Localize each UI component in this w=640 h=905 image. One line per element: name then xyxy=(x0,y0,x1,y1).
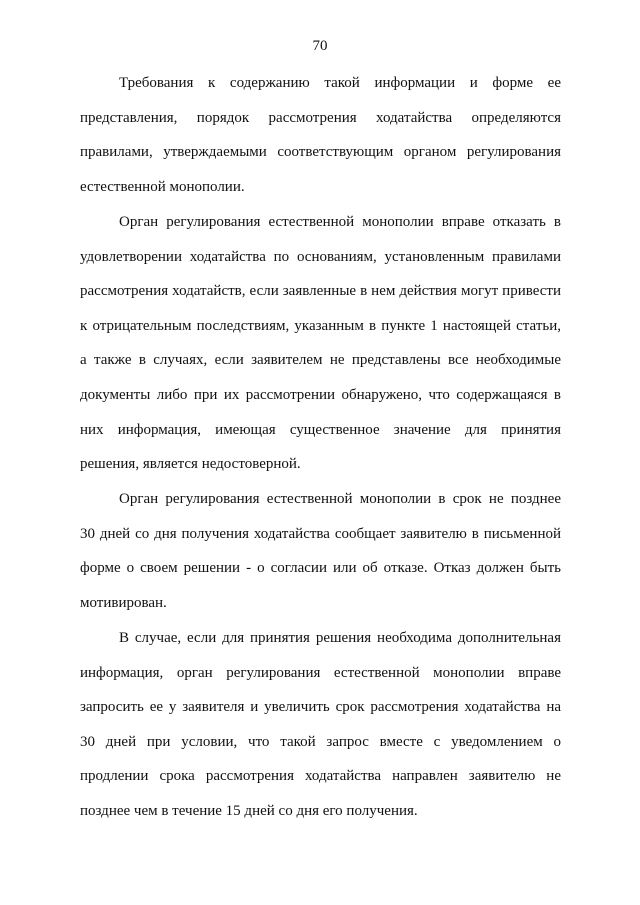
paragraph-2 xyxy=(80,205,561,482)
paragraph-line: документы либо при их рассмотрении обнаружено, что содержащаяся в xyxy=(80,386,561,403)
paragraph-4 xyxy=(80,621,561,829)
paragraph-line: решения, является недостоверной. xyxy=(80,456,301,473)
paragraph-1 xyxy=(80,66,561,204)
paragraph-line: представления, порядок рассмотрения ходатайства определяются xyxy=(80,109,561,126)
paragraph-line: Орган регулирования естественной монополии в срок не позднее xyxy=(119,491,561,507)
paragraph-line: 30 дней со дня получения ходатайства сообщает заявителю в письменной xyxy=(80,525,561,542)
page-number: 70 xyxy=(312,38,328,54)
paragraph-line: 30 дней при условии, что такой запрос вместе с уведомлением о xyxy=(80,733,561,750)
paragraph-line: позднее чем в течение 15 дней со дня его получения. xyxy=(80,802,418,819)
paragraph-line: Орган регулирования естественной монополии вправе отказать в xyxy=(119,214,561,230)
paragraph-line: правилами, утверждаемыми соответствующим органом регулирования xyxy=(80,144,561,161)
paragraph-line: а также в случаях, если заявителем не представлены все необходимые xyxy=(80,352,561,369)
paragraph-line: информация, орган регулирования естественной монополии вправе xyxy=(80,664,561,681)
paragraph-line: удовлетворении ходатайства по основаниям, установленным правилами xyxy=(80,248,561,265)
paragraph-line: запросить ее у заявителя и увеличить срок рассмотрения ходатайства на xyxy=(80,699,561,716)
paragraph-line: к отрицательным последствиям, указанным в пункте 1 настоящей статьи, xyxy=(80,317,561,334)
paragraph-3 xyxy=(80,482,561,620)
paragraph-line: мотивирован. xyxy=(80,594,167,611)
paragraph-line: В случае, если для принятия решения необходима дополнительная xyxy=(119,630,561,646)
paragraph-line: них информация, имеющая существенное значение для принятия xyxy=(80,421,561,438)
paragraph-line: Требования к содержанию такой информации и форме ее xyxy=(119,75,561,91)
paragraph-line: рассмотрения ходатайств, если заявленные в нем действия могут привести xyxy=(80,283,561,300)
paragraph-line: естественной монополии. xyxy=(80,178,245,195)
paragraph-line: продлении срока рассмотрения ходатайства направлен заявителю не xyxy=(80,768,561,785)
paragraph-line: форме о своем решении - о согласии или об отказе. Отказ должен быть xyxy=(80,560,561,577)
